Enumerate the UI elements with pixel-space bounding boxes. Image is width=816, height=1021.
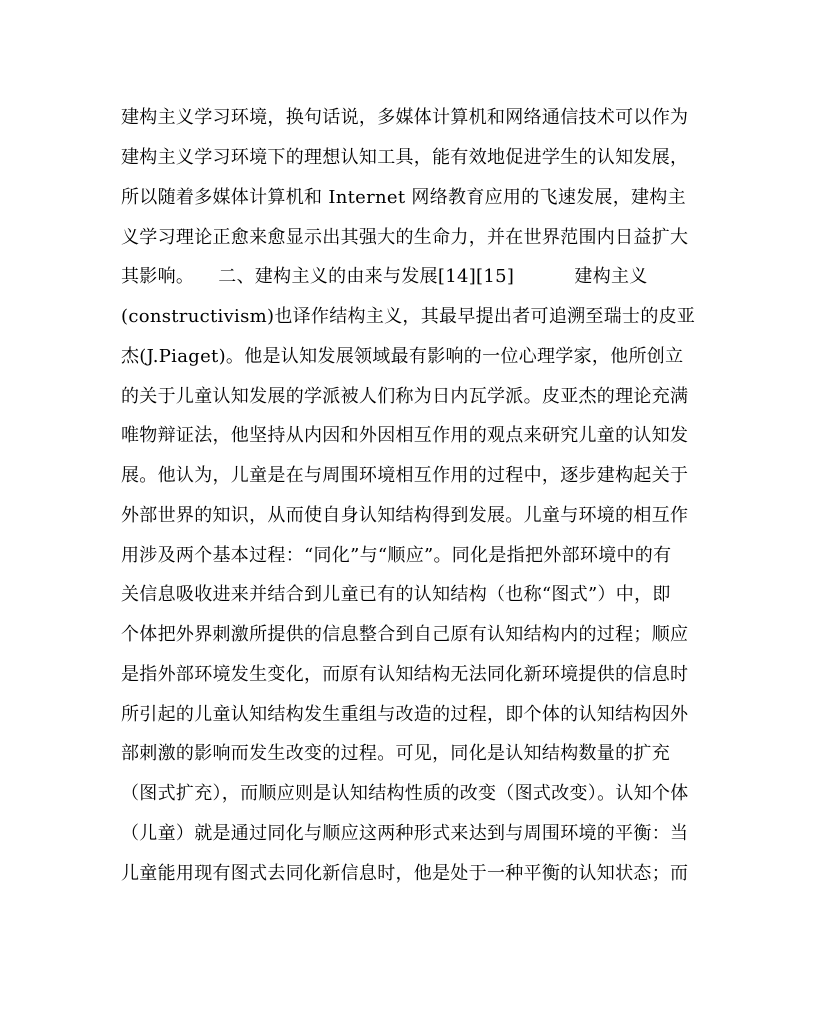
text-line-2: 建构主义学习环境下的理想认知工具，能有效地促进学生的认知发展， xyxy=(121,147,689,168)
text-line-10: 展。他认为，儿童是在与周围环境相互作用的过程中，逐步建构起关于 xyxy=(121,465,689,486)
text-line-20: 儿童能用现有图式去同化新信息时，他是处于一种平衡的认知状态；而 xyxy=(121,863,689,884)
text-line-15: 是指外部环境发生变化，而原有认知结构无法同化新环境提供的信息时 xyxy=(121,664,689,685)
text-line-9: 唯物辩证法，他坚持从内因和外因相互作用的观点来研究儿童的认知发 xyxy=(121,425,689,446)
text-line-5: 其影响。 二、建构主义的由来与发展[14][15] 建构主义 xyxy=(121,266,648,287)
text-line-14: 个体把外界刺激所提供的信息整合到自己原有认知结构内的过程；顺应 xyxy=(121,624,689,645)
text-line-12: 用涉及两个基本过程：“同化”与“顺应”。同化是指把外部环境中的有 xyxy=(121,545,672,566)
text-line-6: (constructivism)也译作结构主义，其最早提出者可追溯至瑞士的皮亚 xyxy=(121,306,696,327)
text-line-3: 所以随着多媒体计算机和 Internet 网络教育应用的飞速发展，建构主 xyxy=(121,187,686,208)
text-line-11: 外部世界的知识，从而使自身认知结构得到发展。儿童与环境的相互作 xyxy=(121,505,689,526)
text-line-7: 杰(J.Piaget)。他是认知发展领域最有影响的一位心理学家，他所创立 xyxy=(121,346,684,367)
text-line-13: 关信息吸收进来并结合到儿童已有的认知结构（也称“图式”）中，即 xyxy=(121,584,671,605)
text-line-8: 的关于儿童认知发展的学派被人们称为日内瓦学派。皮亚杰的理论充满 xyxy=(121,386,689,407)
text-line-1: 建构主义学习环境，换句话说，多媒体计算机和网络通信技术可以作为 xyxy=(121,107,689,128)
text-line-18: （图式扩充），而顺应则是认知结构性质的改变（图式改变）。认知个体 xyxy=(121,783,689,804)
text-line-16: 所引起的儿童认知结构发生重组与改造的过程，即个体的认知结构因外 xyxy=(121,704,689,725)
text-line-17: 部刺激的影响而发生改变的过程。可见，同化是认知结构数量的扩充 xyxy=(121,743,670,764)
text-line-4: 义学习理论正愈来愈显示出其强大的生命力，并在世界范围内日益扩大 xyxy=(121,227,689,248)
text-line-19: （儿童）就是通过同化与顺应这两种形式来达到与周围环境的平衡：当 xyxy=(121,823,689,844)
